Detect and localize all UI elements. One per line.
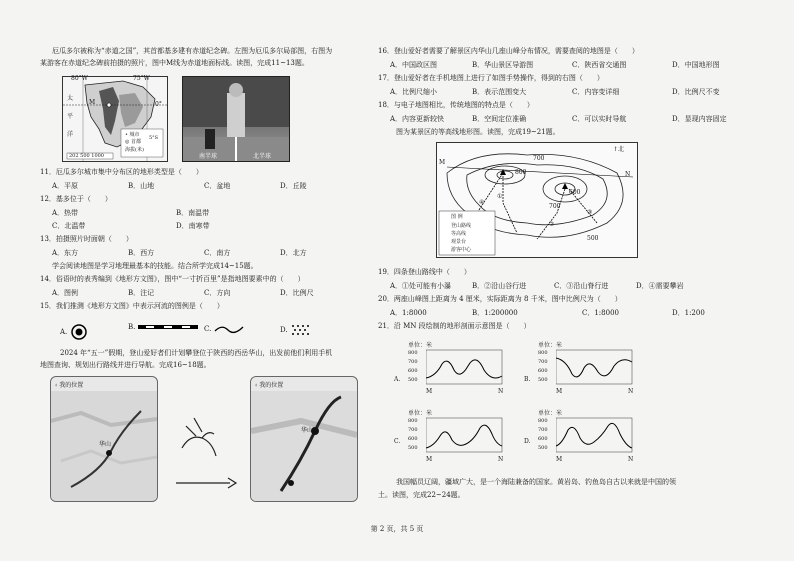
q11-option-a[interactable]: A．平原 (52, 182, 79, 190)
label-n: N (625, 171, 631, 178)
phone-map-before (50, 376, 158, 502)
profile-c-xn: N (498, 456, 504, 463)
legend-city: • 城市 (125, 132, 140, 138)
profile-a-unit: 单位：米 (408, 342, 433, 349)
q11-option-d[interactable]: D．丘陵 (280, 182, 307, 190)
ocean-label-2: 平 (67, 113, 74, 120)
q16-option-b[interactable]: B．华山景区导游图 (472, 61, 534, 69)
phone1-header[interactable]: ‹ 我的位置 (55, 382, 84, 389)
profile-b-y600: 600 (538, 368, 548, 374)
q17-option-c[interactable]: C．内容变详细 (572, 88, 620, 96)
equator-monument-photo (182, 76, 290, 162)
q16-stem: 16．登山爱好者需要了解景区内华山几座山峰分布情况，需要查阅的地图是（ ） (378, 47, 639, 55)
profile-a-xn: N (498, 388, 504, 395)
q15-option-a[interactable] (60, 323, 88, 341)
lat-5s: 5°S (149, 135, 159, 141)
q15-option-b-label: B. (128, 323, 136, 331)
phone-map-after (250, 376, 358, 502)
q15-option-d-label: D. (280, 326, 288, 334)
profile-d-unit: 单位：米 (538, 410, 563, 417)
profile-d-xm: M (556, 456, 563, 463)
q18-option-c[interactable]: C．可以实时导航 (572, 115, 627, 123)
q19-option-d[interactable]: D．④需要攀岩 (636, 282, 684, 290)
q13-stem: 13．拍摄照片时面朝（ ） (40, 235, 133, 243)
page-footer: 第 2 页，共 5 页 (370, 525, 424, 533)
q21-stem: 21．沿 MN 段绘制的地形剖面示意图是（ ） (378, 322, 531, 330)
intro-16-18: 2024 年“五一”假期，登山爱好者们计划攀登位于陕西的西岳华山，出发前他们利用手机 (60, 349, 333, 357)
profile-c-unit: 单位：米 (408, 410, 433, 417)
monument-svg (183, 77, 289, 161)
profile-d-label: D. (524, 438, 531, 445)
pinch-gesture-icon (172, 408, 232, 468)
legend-contour: 等高线 (451, 231, 467, 237)
q19-stem: 19．四条登山路线中（ ） (378, 268, 471, 276)
profile-d-y600: 600 (538, 436, 548, 442)
river-wave-icon (214, 323, 244, 335)
legend-elevation: 海拔(米) (125, 147, 144, 153)
q18-option-d[interactable]: D．显现内容固定 (672, 115, 727, 123)
profile-d-y700: 700 (538, 427, 548, 433)
profile-c-y700: 700 (408, 427, 418, 433)
q11-option-c[interactable]: C．盆地 (204, 182, 231, 190)
profile-b-xm: M (556, 388, 563, 395)
profile-a-y500: 500 (408, 377, 418, 383)
q17-option-a[interactable]: A．比例尺缩小 (390, 88, 438, 96)
intro-19-21: 图为某景区的等高线地形图。读图，完成19~21题。 (396, 128, 560, 136)
profile-b-svg (556, 348, 636, 388)
profile-c-label: C. (394, 438, 401, 445)
profile-a-y600: 600 (408, 368, 418, 374)
q14-option-a[interactable]: A．图例 (52, 289, 79, 297)
lat-0: 0° (155, 101, 162, 108)
q19-option-c[interactable]: C．③沿山脊行进 (554, 282, 609, 290)
contour-700-a: 700 (533, 155, 545, 162)
profile-a-y800: 800 (408, 350, 418, 356)
profile-a-xm: M (426, 388, 433, 395)
dotted-area-icon (290, 323, 312, 337)
route-3: ③ (587, 209, 593, 216)
q20-option-a[interactable]: A．1:8000 (390, 309, 427, 317)
q14-option-c[interactable]: C．方向 (204, 289, 231, 297)
route-4: ④ (479, 199, 485, 206)
phone1-place-label: 华山 (99, 441, 112, 448)
q18-option-a[interactable]: A．内容更新较快 (390, 115, 445, 123)
profile-b-y500: 500 (538, 377, 548, 383)
intro-11-13-cont: 某游客在赤道纪念碑前拍摄的照片，图中M线为赤道地面标线。读图，完成11~13题。 (40, 59, 309, 67)
profile-c-xm: M (426, 456, 433, 463)
ocean-label-1: 太 (67, 95, 74, 102)
label-southern-hemisphere: 南半球 (199, 153, 218, 160)
phone2-place-label: 华山 (301, 427, 314, 434)
right-column (372, 0, 762, 561)
q13-option-a[interactable]: A．东方 (52, 249, 79, 257)
q15-option-c-label: C. (204, 325, 212, 333)
profile-b-unit: 单位：米 (538, 342, 563, 349)
q20-option-d[interactable]: D．1:200 (672, 309, 705, 317)
q20-stem: 20．两座山峰图上距离为 4 厘米，实际距离为 8 千米，图中比例尺为（ ） (378, 295, 622, 303)
target-circle-icon (70, 323, 88, 341)
q18-stem: 18．与电子地图相比，传统地图的特点是（ ） (378, 101, 534, 109)
legend-title: 图 例 (451, 214, 463, 220)
q17-stem: 17．登山爱好者在手机地图上进行了如图手势操作，得到的右图（ ） (378, 74, 604, 82)
phone2-map[interactable] (251, 391, 357, 501)
profile-b-xn: N (628, 388, 634, 395)
profile-b-y700: 700 (538, 359, 548, 365)
ecuador-map-svg (63, 77, 167, 161)
q11-stem: 11．厄瓜多尔城市集中分布区的地形类型是（ ） (40, 168, 203, 176)
profile-d-xn: N (628, 456, 634, 463)
q14-stem: 14．俗语时的表秀编到《地形方文图》，图中“一寸折百里”是指地图要素中的（ ） (40, 275, 305, 283)
profile-c-y500: 500 (408, 445, 418, 451)
q15-option-a-label: A. (60, 328, 68, 336)
phone2-header[interactable]: ‹ 我的位置 (255, 382, 284, 389)
profile-c[interactable] (394, 408, 514, 464)
q18-option-b[interactable]: B．空间定位准确 (472, 115, 527, 123)
map-scale: 202 500 1000 (69, 153, 104, 159)
profile-d-svg (556, 416, 636, 456)
left-column (40, 0, 385, 561)
q15-option-d[interactable] (280, 323, 312, 337)
intro-16-18-cont: 地图查询、规划出行路线并进行导航。完成16~18题。 (40, 361, 211, 369)
profile-c-svg (426, 416, 506, 456)
q20-option-c[interactable]: C．1:8000 (582, 309, 619, 317)
profile-a-y700: 700 (408, 359, 418, 365)
lon-75w: 75°W (133, 75, 150, 82)
point-m: M (89, 99, 96, 106)
contour-700-b: 700 (549, 203, 561, 210)
q19-option-a[interactable]: A．①处可能有小瀑 (390, 282, 452, 290)
q16-option-d[interactable]: D．中国地形图 (672, 61, 720, 69)
profile-d-y500: 500 (538, 445, 548, 451)
q17-option-b[interactable]: B．表示范围变大 (472, 88, 527, 96)
intro-11-13: 厄瓜多尔被称为“赤道之国”，其首都基多建有赤道纪念碑。左图为厄瓜多尔局部图，右图为 (52, 47, 333, 55)
legend-capital: ◎ 首都 (125, 139, 141, 145)
contour-600: 600 (569, 189, 581, 196)
profile-c-y800: 800 (408, 418, 418, 424)
q14-option-b[interactable]: B．注记 (128, 289, 155, 297)
route-2: ② (549, 221, 555, 228)
label-m: M (439, 159, 446, 166)
legend-path: 登山路线 (451, 223, 472, 229)
contour-500: 500 (587, 235, 599, 242)
profile-b-y800: 800 (538, 350, 548, 356)
profile-a-svg (426, 348, 506, 388)
q12-option-a[interactable]: A．热带 (52, 209, 79, 217)
legend-center: 游客中心 (451, 247, 472, 253)
intro-22-24: 我国幅员辽阔，疆域广大，是一个海陆兼备的国家。黄岩岛、钓鱼岛自古以来就是中国的领 (396, 478, 676, 486)
profile-c-y600: 600 (408, 436, 418, 442)
q20-option-b[interactable]: B．1:200000 (472, 309, 518, 317)
legend-summit: 观景台 (451, 239, 467, 245)
q12-option-d[interactable]: D．南寒带 (176, 222, 210, 230)
contour-800: 800 (515, 169, 527, 176)
label-northern-hemisphere: 北半球 (253, 153, 272, 160)
q16-option-a[interactable]: A．中国政区图 (390, 61, 438, 69)
q14-option-d[interactable]: D．比例尺 (280, 289, 314, 297)
profile-a[interactable] (394, 340, 514, 396)
profile-d-y800: 800 (538, 418, 548, 424)
lon-80w: 80°W (71, 75, 88, 82)
q15-option-c[interactable] (204, 323, 244, 335)
q16-option-c[interactable]: C．陕西省交通图 (572, 61, 627, 69)
profile-d[interactable] (524, 408, 644, 464)
q11-option-b[interactable]: B．山地 (128, 182, 155, 190)
contour-map (436, 142, 638, 258)
q13-option-b[interactable]: B．西方 (128, 249, 155, 257)
profile-b-label: B. (524, 376, 531, 383)
q12-option-b[interactable]: B．南温带 (176, 209, 210, 217)
q15-option-b[interactable] (128, 323, 198, 331)
q15-stem: 15．我们推测《地形方文图》中表示河流的图例是（ ） (40, 302, 224, 310)
intro-22-24-cont: 土。读图，完成22~24题。 (378, 491, 465, 499)
intro-14-15: 学会阅读地图是学习地理最基本的技能。结合所学完成14~15题。 (52, 262, 258, 270)
q12-stem: 12．基多位于（ ） (40, 195, 112, 203)
ocean-label-3: 洋 (67, 131, 74, 138)
north-arrow: ↑北 (613, 146, 625, 153)
route-1: ① (497, 193, 503, 200)
ecuador-map (62, 76, 168, 162)
profile-a-label: A. (394, 376, 401, 383)
q12-option-c[interactable]: C．北温带 (52, 222, 86, 230)
railway-line-icon (138, 323, 198, 331)
profile-b[interactable] (524, 340, 644, 396)
q13-option-c[interactable]: C．南方 (204, 249, 231, 257)
q19-option-b[interactable]: B．②沿山谷行进 (472, 282, 527, 290)
q13-option-d[interactable]: D．北方 (280, 249, 307, 257)
arrow-right-icon (174, 476, 238, 490)
q17-option-d[interactable]: D．比例尺不变 (672, 88, 720, 96)
